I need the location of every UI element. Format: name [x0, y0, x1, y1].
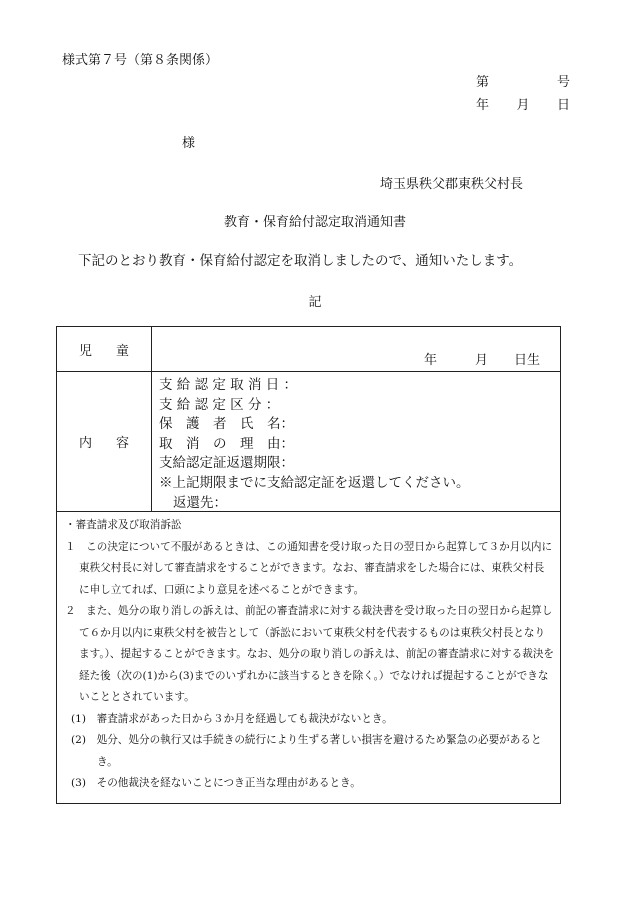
document-title: 教育・保育給付認定取消通知書	[223, 215, 406, 230]
content-label-char-1: 内	[79, 436, 93, 451]
cancel-reason-line: 取 消 の 理 由：	[159, 435, 294, 452]
child-row	[57, 327, 560, 372]
content-label	[57, 372, 152, 511]
content-label-char-2: 容	[115, 436, 129, 451]
ki-heading: 記	[308, 295, 322, 310]
notes-heading: ・審査請求及び取消訴訟	[65, 519, 182, 531]
birth-month: 月	[474, 353, 488, 368]
return-destination-line: 返還先：	[173, 494, 227, 511]
guardian-name-line: 保 護 者 氏 名：	[159, 416, 294, 433]
return-deadline-line: 支給認定証返還期限：	[159, 455, 294, 472]
date-month: 月	[516, 98, 530, 113]
issuer-name: 埼玉県秩父郡東秩父村長	[380, 177, 524, 192]
birth-date	[424, 349, 540, 368]
note-item-2: ２ また、処分の取り消しの訴えは、前記の審査請求に対する裁決書を受け取った日の翌日から起算して６か月以内に東秩父村を被告として（訴訟において東秩父村を代表するものは東秩父村長となります。）、提起することができます。なお、処分の取り消しの訴えは、前記の審査請求に対する裁決を経た後（次の(1)から(3)までのいずれかに該当するときを除く。）でなければ提起することができないこととされています。	[65, 605, 555, 703]
number-suffix: 号	[556, 75, 570, 90]
return-note-line: ※上記期限までに支給認定証を返還してください。	[159, 474, 470, 491]
birth-suffix: 日生	[513, 353, 540, 368]
recipient-honorific: 様	[182, 136, 196, 151]
cancel-date-line: 支 給 認 定 取 消 日 ：	[159, 377, 298, 393]
form-number: 様式第７号（第８条関係）	[62, 53, 219, 68]
content-row	[57, 372, 560, 512]
note-item-1: １ この決定について不服があるときは、この通知書を受け取った日の翌日から起算して３か月以内に東秩父村長に対して審査請求をすることができます。なお、審査請求をした場合には、東秩父村長に申し立てれば、口頭により意見を述べることができます。	[65, 540, 553, 596]
certification-table	[56, 326, 561, 804]
note-sub-2: (2) 処分、処分の執行又は手続きの続行により生ずる著しい損害を避けるため緊急の必要があるとき。	[71, 734, 542, 768]
notes-row	[57, 512, 560, 803]
date-year: 年	[476, 98, 490, 113]
note-sub-1: (1) 審査請求があった日から３か月を経過しても裁決がないとき。	[71, 712, 393, 725]
issue-date	[476, 94, 570, 113]
child-label	[57, 327, 152, 371]
birth-year: 年	[423, 353, 437, 368]
child-label-char-1: 児	[79, 343, 93, 359]
appeal-notes	[57, 512, 560, 803]
document-number	[476, 71, 570, 90]
certification-category-line: 支 給 認 定 区 分 ：	[159, 396, 280, 413]
number-prefix: 第	[476, 75, 490, 90]
lead-sentence: 下記のとおり教育・保育給付認定を取消しましたので、通知いたします。	[78, 253, 523, 269]
content-value-cell[interactable]	[152, 372, 560, 511]
date-day: 日	[556, 98, 570, 113]
child-label-char-2: 童	[115, 343, 129, 359]
note-sub-3: (3) その他裁決を経ないことにつき正当な理由があるとき。	[71, 777, 361, 789]
child-value-cell[interactable]	[152, 327, 560, 371]
